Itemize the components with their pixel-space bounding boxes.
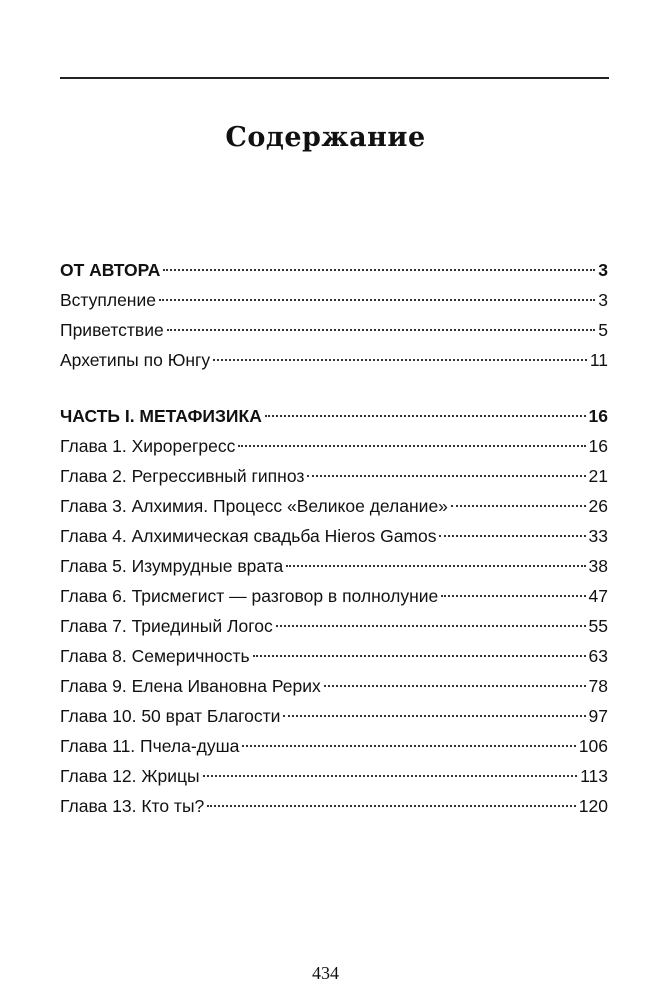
leader-dots bbox=[167, 329, 596, 331]
toc-entry-page: 63 bbox=[588, 646, 608, 666]
toc-entry[interactable] bbox=[60, 701, 608, 731]
toc-entry[interactable] bbox=[60, 791, 608, 821]
toc-entry[interactable] bbox=[60, 491, 608, 521]
leader-dots bbox=[286, 565, 585, 567]
leader-dots bbox=[163, 269, 595, 271]
toc-entry[interactable] bbox=[60, 285, 608, 315]
toc-heading-page: 3 bbox=[598, 260, 608, 280]
toc-entry[interactable] bbox=[60, 581, 608, 611]
toc-heading-label: ОТ АВТОРА bbox=[60, 260, 161, 280]
toc-entry-page: 16 bbox=[588, 436, 608, 456]
toc-entry[interactable] bbox=[60, 431, 608, 461]
leader-dots bbox=[238, 445, 585, 447]
toc-entry[interactable] bbox=[60, 641, 608, 671]
toc-entry-page: 38 bbox=[588, 556, 608, 576]
leader-dots bbox=[242, 745, 575, 747]
toc-entry-label: Глава 12. Жрицы bbox=[60, 766, 200, 786]
toc-entry-page: 11 bbox=[589, 350, 608, 370]
toc-entry[interactable] bbox=[60, 315, 608, 345]
toc-entry-page: 55 bbox=[588, 616, 608, 636]
header-rule bbox=[60, 77, 609, 79]
leader-dots bbox=[451, 505, 586, 507]
leader-dots bbox=[203, 775, 578, 777]
toc-entry-page: 78 bbox=[588, 676, 608, 696]
leader-dots bbox=[324, 685, 586, 687]
toc-entry-label: Приветствие bbox=[60, 320, 164, 340]
toc-entry-page: 47 bbox=[588, 586, 608, 606]
leader-dots bbox=[253, 655, 586, 657]
toc-section-metaphysics bbox=[60, 401, 608, 821]
toc-entry-label: Глава 3. Алхимия. Процесс «Великое делание» bbox=[60, 496, 448, 516]
toc-entry-label: Глава 11. Пчела-душа bbox=[60, 736, 240, 756]
toc-entry-page: 5 bbox=[598, 320, 608, 340]
toc-entry[interactable] bbox=[60, 761, 608, 791]
leader-dots bbox=[276, 625, 586, 627]
leader-dots bbox=[207, 805, 576, 807]
leader-dots bbox=[265, 415, 586, 417]
leader-dots bbox=[213, 359, 587, 361]
toc-entry-page: 33 bbox=[588, 526, 608, 546]
table-of-contents bbox=[60, 255, 608, 847]
page-title: Содержание bbox=[225, 122, 426, 153]
toc-entry-label: Глава 1. Хирорегресс bbox=[60, 436, 236, 456]
toc-entry[interactable] bbox=[60, 611, 608, 641]
toc-entry[interactable] bbox=[60, 521, 608, 551]
leader-dots bbox=[159, 299, 595, 301]
toc-entry-page: 3 bbox=[598, 290, 608, 310]
toc-entry-label: Глава 9. Елена Ивановна Рерих bbox=[60, 676, 321, 696]
toc-entry-label: Глава 5. Изумрудные врата bbox=[60, 556, 284, 576]
toc-entry-label: Глава 8. Семеричность bbox=[60, 646, 250, 666]
toc-entry-label: Глава 7. Триединый Логос bbox=[60, 616, 273, 636]
leader-dots bbox=[283, 715, 585, 717]
toc-entry-label: Глава 6. Трисмегист — разговор в полнолуние bbox=[60, 586, 439, 606]
toc-heading-label: ЧАСТЬ I. МЕТАФИЗИКА bbox=[60, 406, 262, 426]
toc-entry-page: 21 bbox=[588, 466, 608, 486]
toc-entry[interactable] bbox=[60, 551, 608, 581]
toc-entry-page: 26 bbox=[588, 496, 608, 516]
toc-entry-label: Глава 10. 50 врат Благости bbox=[60, 706, 281, 726]
toc-entry-label: Глава 4. Алхимическая свадьба Hieros Gamos bbox=[60, 526, 437, 546]
leader-dots bbox=[441, 595, 585, 597]
toc-entry-label: Архетипы по Юнгу bbox=[60, 350, 211, 370]
toc-entry-page: 97 bbox=[588, 706, 608, 726]
toc-entry[interactable] bbox=[60, 731, 608, 761]
toc-entry-page: 120 bbox=[578, 796, 608, 816]
toc-entry-label: Глава 2. Регрессивный гипноз bbox=[60, 466, 305, 486]
toc-heading[interactable] bbox=[60, 255, 608, 285]
toc-entry-page: 113 bbox=[580, 766, 608, 786]
toc-section-author bbox=[60, 255, 608, 375]
toc-heading[interactable] bbox=[60, 401, 608, 431]
toc-entry[interactable] bbox=[60, 461, 608, 491]
page-number: 434 bbox=[312, 963, 339, 983]
toc-entry-label: Глава 13. Кто ты? bbox=[60, 796, 205, 816]
toc-entry[interactable] bbox=[60, 345, 608, 375]
toc-heading-page: 16 bbox=[588, 406, 608, 426]
leader-dots bbox=[439, 535, 585, 537]
toc-entry-label: Вступление bbox=[60, 290, 156, 310]
toc-entry-page: 106 bbox=[578, 736, 608, 756]
leader-dots bbox=[307, 475, 585, 477]
toc-entry[interactable] bbox=[60, 671, 608, 701]
